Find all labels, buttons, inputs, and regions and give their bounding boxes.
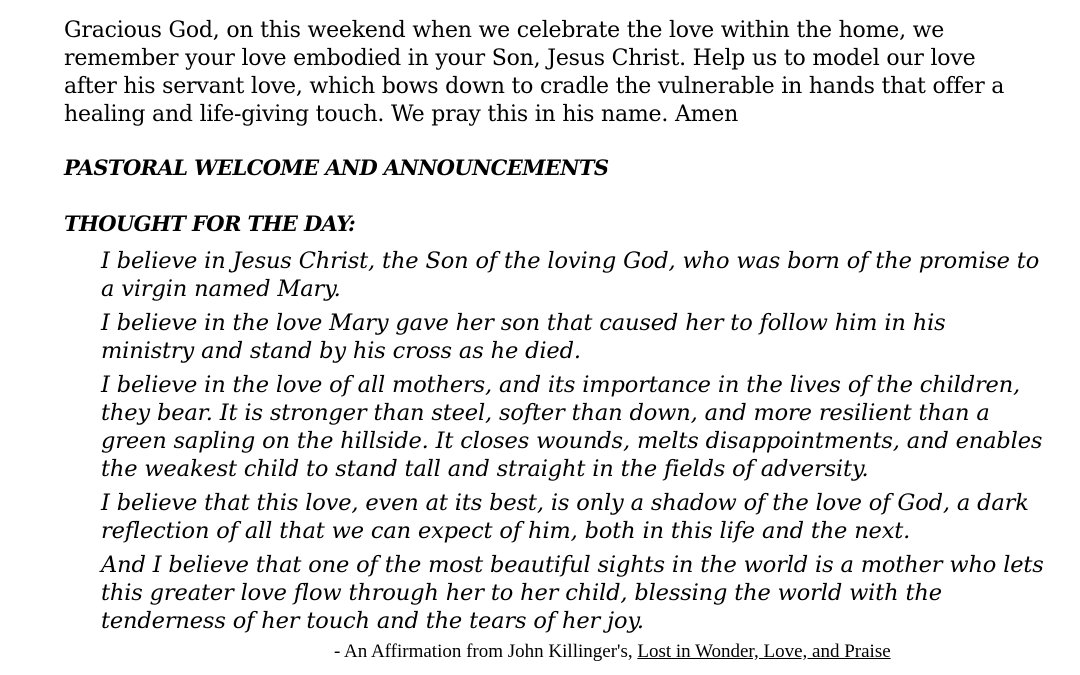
affirmation-line: I believe that this love, even at its best, is only a shadow of the love of God, a dark xyxy=(101,490,1029,516)
affirmation-line: this greater love flow through her to her child, blessing the world with the xyxy=(101,580,942,606)
affirmation-line: And I believe that one of the most beautiful sights in the world is a mother who lets xyxy=(101,552,1044,578)
affirmation-text xyxy=(101,247,1061,641)
affirmation-line: I believe in the love of all mothers, and its importance in the lives of the children, xyxy=(101,372,1021,398)
prayer-line: Gracious God, on this weekend when we celebrate the love within the home, we xyxy=(64,18,945,43)
affirmation-paragraph xyxy=(101,489,1061,545)
affirmation-paragraph xyxy=(101,309,1061,365)
affirmation-line: tenderness of her touch and the tears of her joy. xyxy=(101,608,644,634)
thought-for-the-day-heading: THOUGHT FOR THE DAY: xyxy=(64,211,356,236)
pastoral-welcome-heading: PASTORAL WELCOME AND ANNOUNCEMENTS xyxy=(64,155,609,180)
affirmation-line: reflection of all that we can expect of him, both in this life and the next. xyxy=(101,518,911,544)
attribution-prefix: - An Affirmation from John Killinger's, xyxy=(334,641,638,662)
affirmation-line: I believe in the love Mary gave her son that caused her to follow him in his xyxy=(101,310,946,336)
prayer-line: after his servant love, which bows down to cradle the vulnerable in hands that offer a xyxy=(64,74,1005,99)
affirmation-line: green sapling on the hillside. It closes wounds, melts disappointments, and enables xyxy=(101,428,1043,454)
affirmation-paragraph xyxy=(101,551,1061,635)
attribution-line xyxy=(334,640,891,664)
opening-prayer xyxy=(64,17,1024,129)
affirmation-line: a virgin named Mary. xyxy=(101,276,341,302)
affirmation-paragraph xyxy=(101,371,1061,483)
prayer-line: remember your love embodied in your Son, Jesus Christ. Help us to model our love xyxy=(64,46,976,71)
book-title: Lost in Wonder, Love, and Praise xyxy=(637,641,891,662)
prayer-line: healing and life-giving touch. We pray this in his name. Amen xyxy=(64,102,739,127)
affirmation-line: they bear. It is stronger than steel, softer than down, and more resilient than a xyxy=(101,400,990,426)
affirmation-paragraph xyxy=(101,247,1061,303)
affirmation-line: ministry and stand by his cross as he died. xyxy=(101,338,581,364)
affirmation-line: I believe in Jesus Christ, the Son of the loving God, who was born of the promise to xyxy=(101,248,1040,274)
affirmation-line: the weakest child to stand tall and straight in the fields of adversity. xyxy=(101,456,869,482)
